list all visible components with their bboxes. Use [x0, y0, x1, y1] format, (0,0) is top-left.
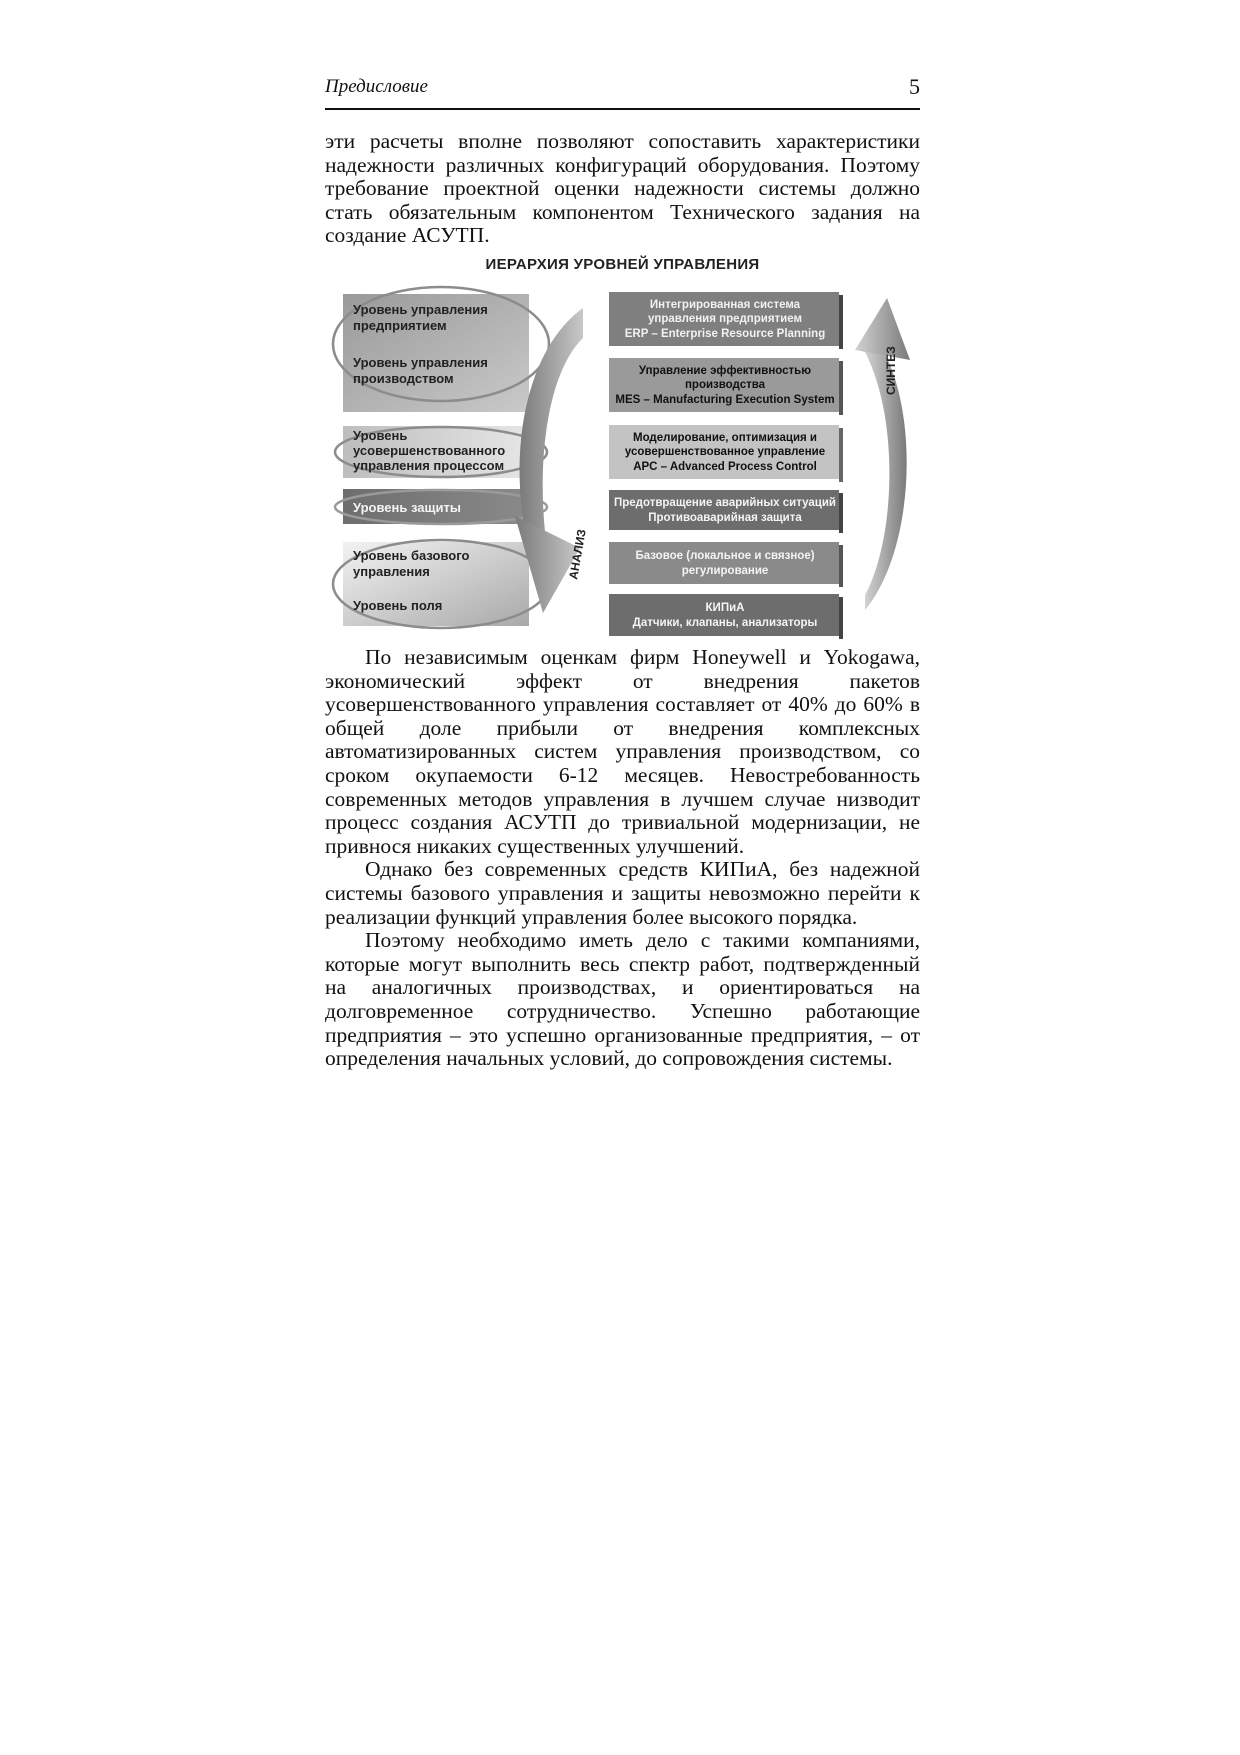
right-box-label: Предотвращение аварийных ситуаций Противоаварийная защита [613, 497, 837, 524]
right-box-label: Управление эффективностью производства MES – Manufacturing Execution System [615, 365, 835, 406]
synthesis-arrow-head [855, 298, 910, 360]
page-number: 5 [909, 74, 920, 99]
intro-paragraph [325, 130, 920, 248]
running-head: Предисловие [325, 76, 428, 97]
body-text [325, 646, 920, 1071]
analysis-label: АНАЛИЗ [566, 528, 589, 581]
body-paragraph-2: Однако без современных средств КИПиА, без надежной системы базового управления и защиты невозможно перейти к реализации функций управления более высокого порядка. [325, 857, 920, 929]
right-box-label: Интегрированная система управления предприятием ERP – Enterprise Resource Planning [624, 299, 826, 340]
body-paragraph-1: По независимым оценкам фирм Honeywell и Yokogawa, экономический эффект от внедрения пакетов усовершенствованного управления составляет от 40% до 60% в общей доле прибыли от внедрения комплексных автоматизированных систем управления производством, со сроком окупаемости 6-12 месяцев. Невостребованность современных методов управления в лучшем случае низводит процесс создания АСУТП до тривиальной модернизации, не привнося никаких существенных улучшений. [325, 645, 921, 858]
left-level-label: Уровень управления производством [353, 355, 488, 386]
right-box-label: КИПиА Датчики, клапаны, анализаторы [632, 602, 818, 629]
body-paragraph-3: Поэтому необходимо иметь дело с такими компаниями, которые могут выполнить весь спектр работ, подтвержденный на аналогичных производствах, и ориентироваться на долговременное сотрудничество. Успешно работающие предприятия – это успешно организованные предприятия, – от определения начальных условий, до сопровождения системы. [325, 928, 920, 1071]
left-level-label: Уровень базового управления [353, 548, 470, 579]
right-box-basic-control [609, 542, 839, 584]
right-box-label: Моделирование, оптимизация и усовершенствованное управление APC – Advanced Process Control [624, 432, 826, 473]
left-level-label: Уровень защиты [353, 500, 461, 515]
page-header [325, 74, 920, 110]
figure-title: ИЕРАРХИЯ УРОВНЕЙ УПРАВЛЕНИЯ [485, 256, 760, 273]
intro-text: эти расчеты вполне позволяют сопоставить характеристики надежности различных конфигураций оборудования. Поэтому требование проектной оценки надежности системы должно стать обязательным компонентом Технического задания на создание АСУТП. [325, 129, 920, 248]
left-level-label: Уровень усовершенствованного управления процессом [353, 428, 506, 473]
left-level-label: Уровень управления предприятием [353, 302, 488, 333]
hierarchy-diagram [325, 280, 915, 640]
right-box-instrumentation [609, 594, 839, 636]
right-box-protection [609, 490, 839, 530]
left-level-label: Уровень поля [353, 598, 443, 613]
synthesis-label: СИНТЕЗ [884, 346, 898, 395]
right-box-label: Базовое (локальное и связное) регулирование [635, 550, 815, 577]
analysis-arrow-body [520, 308, 583, 532]
